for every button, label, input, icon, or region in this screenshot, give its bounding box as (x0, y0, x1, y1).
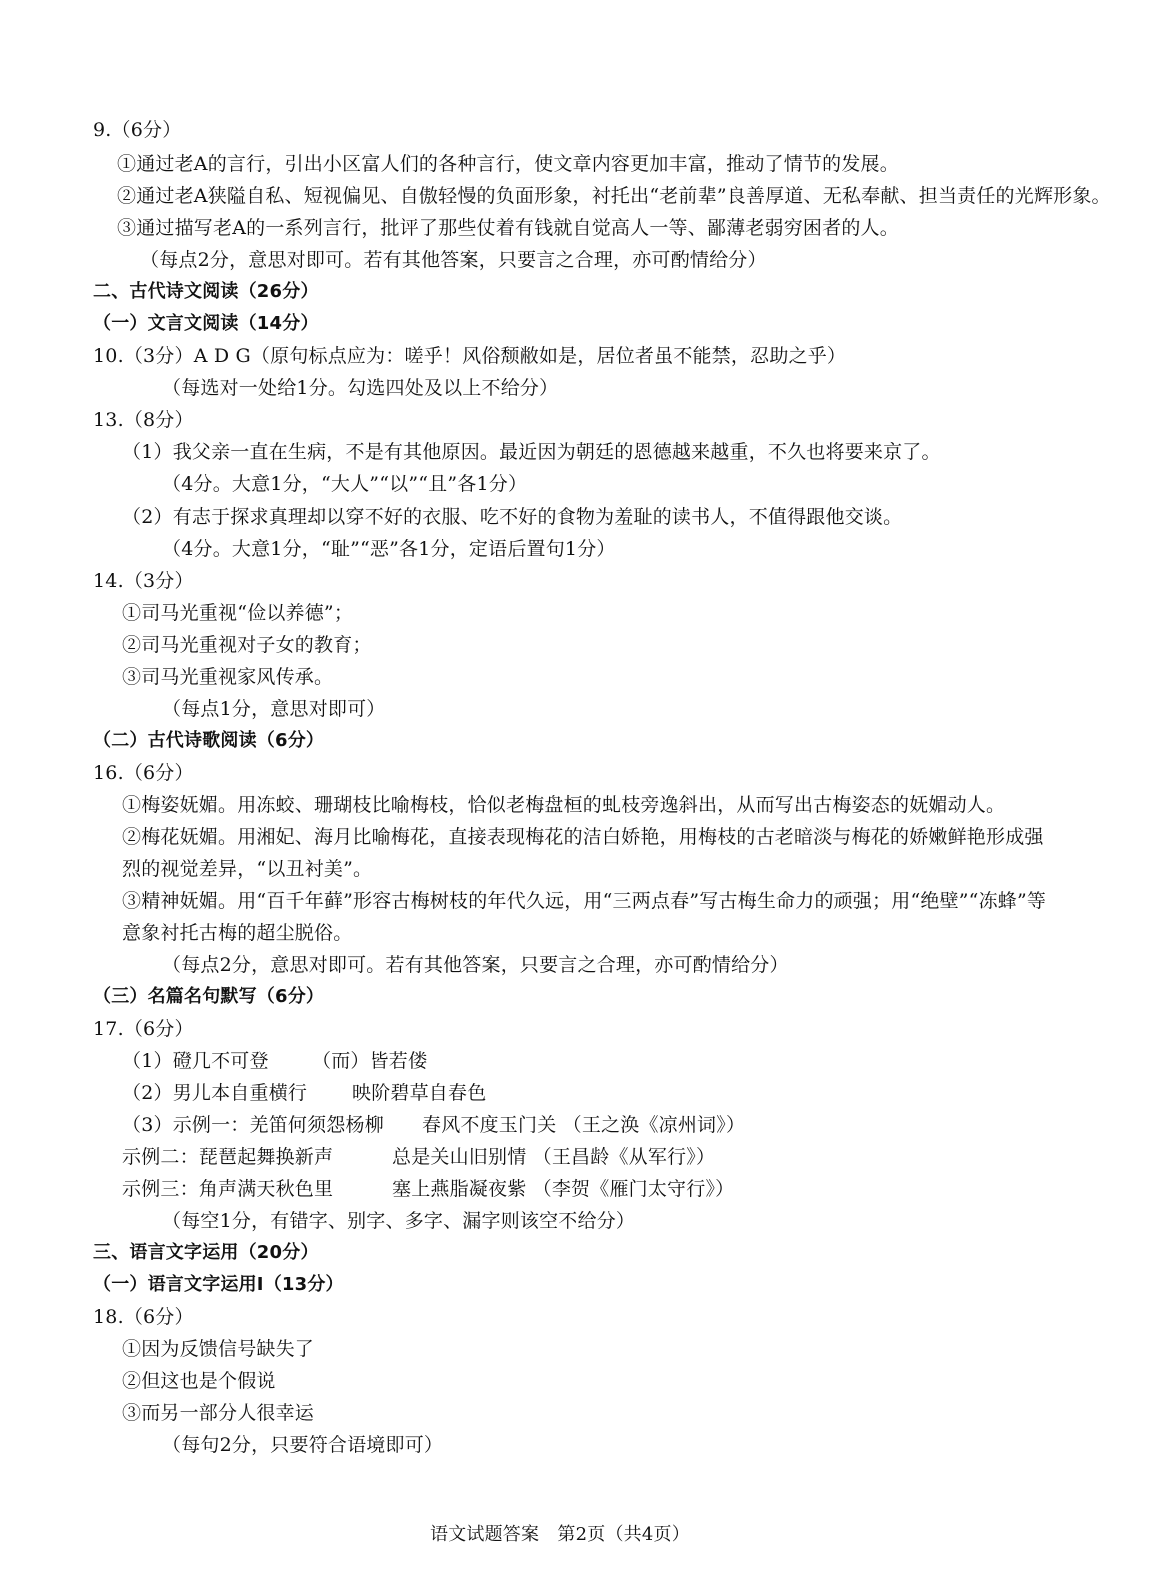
q9-point-2: ②通过老A狭隘自私、短视偏见、自傲轻慢的负面形象，衬托出“老前辈”良善厚道、无私奉献、担当责任的光辉形象。 (117, 185, 1111, 207)
q17-3-second: 春风不度玉门关 （王之涣《凉州词》） (422, 1114, 746, 1136)
section-2-1-title: （一）文言文阅读（14分） (93, 313, 319, 334)
q10-answer: 10.（3分）A D G（原句标点应为：嗟乎！风俗颓敝如是，居位者虽不能禁，忍助之乎） (93, 345, 847, 367)
q16-point-1: ①梅姿妩媚。用冻蛟、珊瑚枝比喻梅枝，恰似老梅盘桓的虬枝旁逸斜出，从而写出古梅姿态的妩媚动人。 (122, 794, 1006, 816)
section-3-title: 三、语言文字运用（20分） (93, 1242, 319, 1263)
q9-head: 9.（6分） (93, 119, 182, 141)
q9-note: （每点2分，意思对即可。若有其他答案，只要言之合理，亦可酌情给分） (140, 249, 767, 271)
q17-5-second: 塞上燕脂凝夜紫 （李贺《雁门太守行》） (392, 1178, 735, 1200)
q13-head: 13.（8分） (93, 409, 194, 431)
q9-point-1: ①通过老A的言行，引出小区富人们的各种言行，使文章内容更加丰富，推动了情节的发展。 (117, 153, 899, 175)
q18-point-1: ①因为反馈信号缺失了 (122, 1338, 315, 1360)
q17-head: 17.（6分） (93, 1018, 194, 1040)
q16-note: （每点2分，意思对即可。若有其他答案，只要言之合理，亦可酌情给分） (162, 954, 789, 976)
q16-point-3b: 意象衬托古梅的超尘脱俗。 (122, 922, 353, 944)
q17-4-first: 示例二：琵琶起舞换新声 (122, 1146, 334, 1168)
section-2-3-title: （三）名篇名句默写（6分） (93, 986, 325, 1007)
q14-point-3: ③司马光重视家风传承。 (122, 666, 334, 688)
q9-point-3: ③通过描写老A的一系列言行，批评了那些仗着有钱就自觉高人一等、鄙薄老弱穷困者的人。 (117, 217, 899, 239)
q18-point-2: ②但这也是个假说 (122, 1370, 276, 1392)
section-3-1-title: （一）语言文字运用Ⅰ（13分） (93, 1274, 344, 1295)
section-2-2-title: （二）古代诗歌阅读（6分） (93, 730, 325, 751)
q17-2-first: （2）男儿本自重横行 (122, 1082, 308, 1104)
q10-note: （每选对一处给1分。勾选四处及以上不给分） (162, 377, 559, 399)
q16-point-3a: ③精神妩媚。用“百千年藓”形容古梅树枝的年代久远，用“三两点春”写古梅生命力的顽强；用“绝壁”“冻蜂”等 (122, 890, 1047, 912)
q14-head: 14.（3分） (93, 570, 194, 592)
q13-note-2: （4分。大意1分，“耻”“恶”各1分，定语后置句1分） (162, 538, 616, 560)
q17-note: （每空1分，有错字、别字、多字、漏字则该空不给分） (162, 1210, 636, 1232)
q13-point-1: （1）我父亲一直在生病，不是有其他原因。最近因为朝廷的恩德越来越重，不久也将要来京了。 (122, 441, 941, 463)
q18-point-3: ③而另一部分人很幸运 (122, 1402, 315, 1424)
q18-head: 18.（6分） (93, 1306, 194, 1328)
q17-1-second: （而）皆若偻 (312, 1050, 428, 1072)
q17-4-second: 总是关山旧别情 （王昌龄《从军行》） (392, 1146, 716, 1168)
q13-point-2: （2）有志于探求真理却以穿不好的衣服、吃不好的食物为羞耻的读书人，不值得跟他交谈。 (122, 506, 903, 528)
q17-3-first: （3）示例一：羌笛何须怨杨柳 (122, 1114, 384, 1136)
q14-note: （每点1分，意思对即可） (162, 698, 386, 720)
page-footer: 语文试题答案 第2页（共4页） (430, 1524, 690, 1545)
q17-2-second: 映阶碧草自春色 (352, 1082, 487, 1104)
q18-note: （每句2分，只要符合语境即可） (162, 1434, 444, 1456)
section-2-title: 二、古代诗文阅读（26分） (93, 281, 319, 302)
q16-point-2a: ②梅花妩媚。用湘妃、海月比喻梅花，直接表现梅花的洁白娇艳，用梅枝的古老暗淡与梅花的娇嫩鲜艳形成强 (122, 826, 1044, 848)
q17-1-first: （1）磴几不可登 (122, 1050, 269, 1072)
q13-note-1: （4分。大意1分，“大人”“以”“且”各1分） (162, 473, 528, 495)
q16-point-2b: 烈的视觉差异，“以丑衬美”。 (122, 858, 373, 880)
q17-5-first: 示例三：角声满天秋色里 (122, 1178, 334, 1200)
q14-point-2: ②司马光重视对子女的教育； (122, 634, 372, 656)
q14-point-1: ①司马光重视“俭以养德”； (122, 602, 354, 624)
q16-head: 16.（6分） (93, 762, 194, 784)
